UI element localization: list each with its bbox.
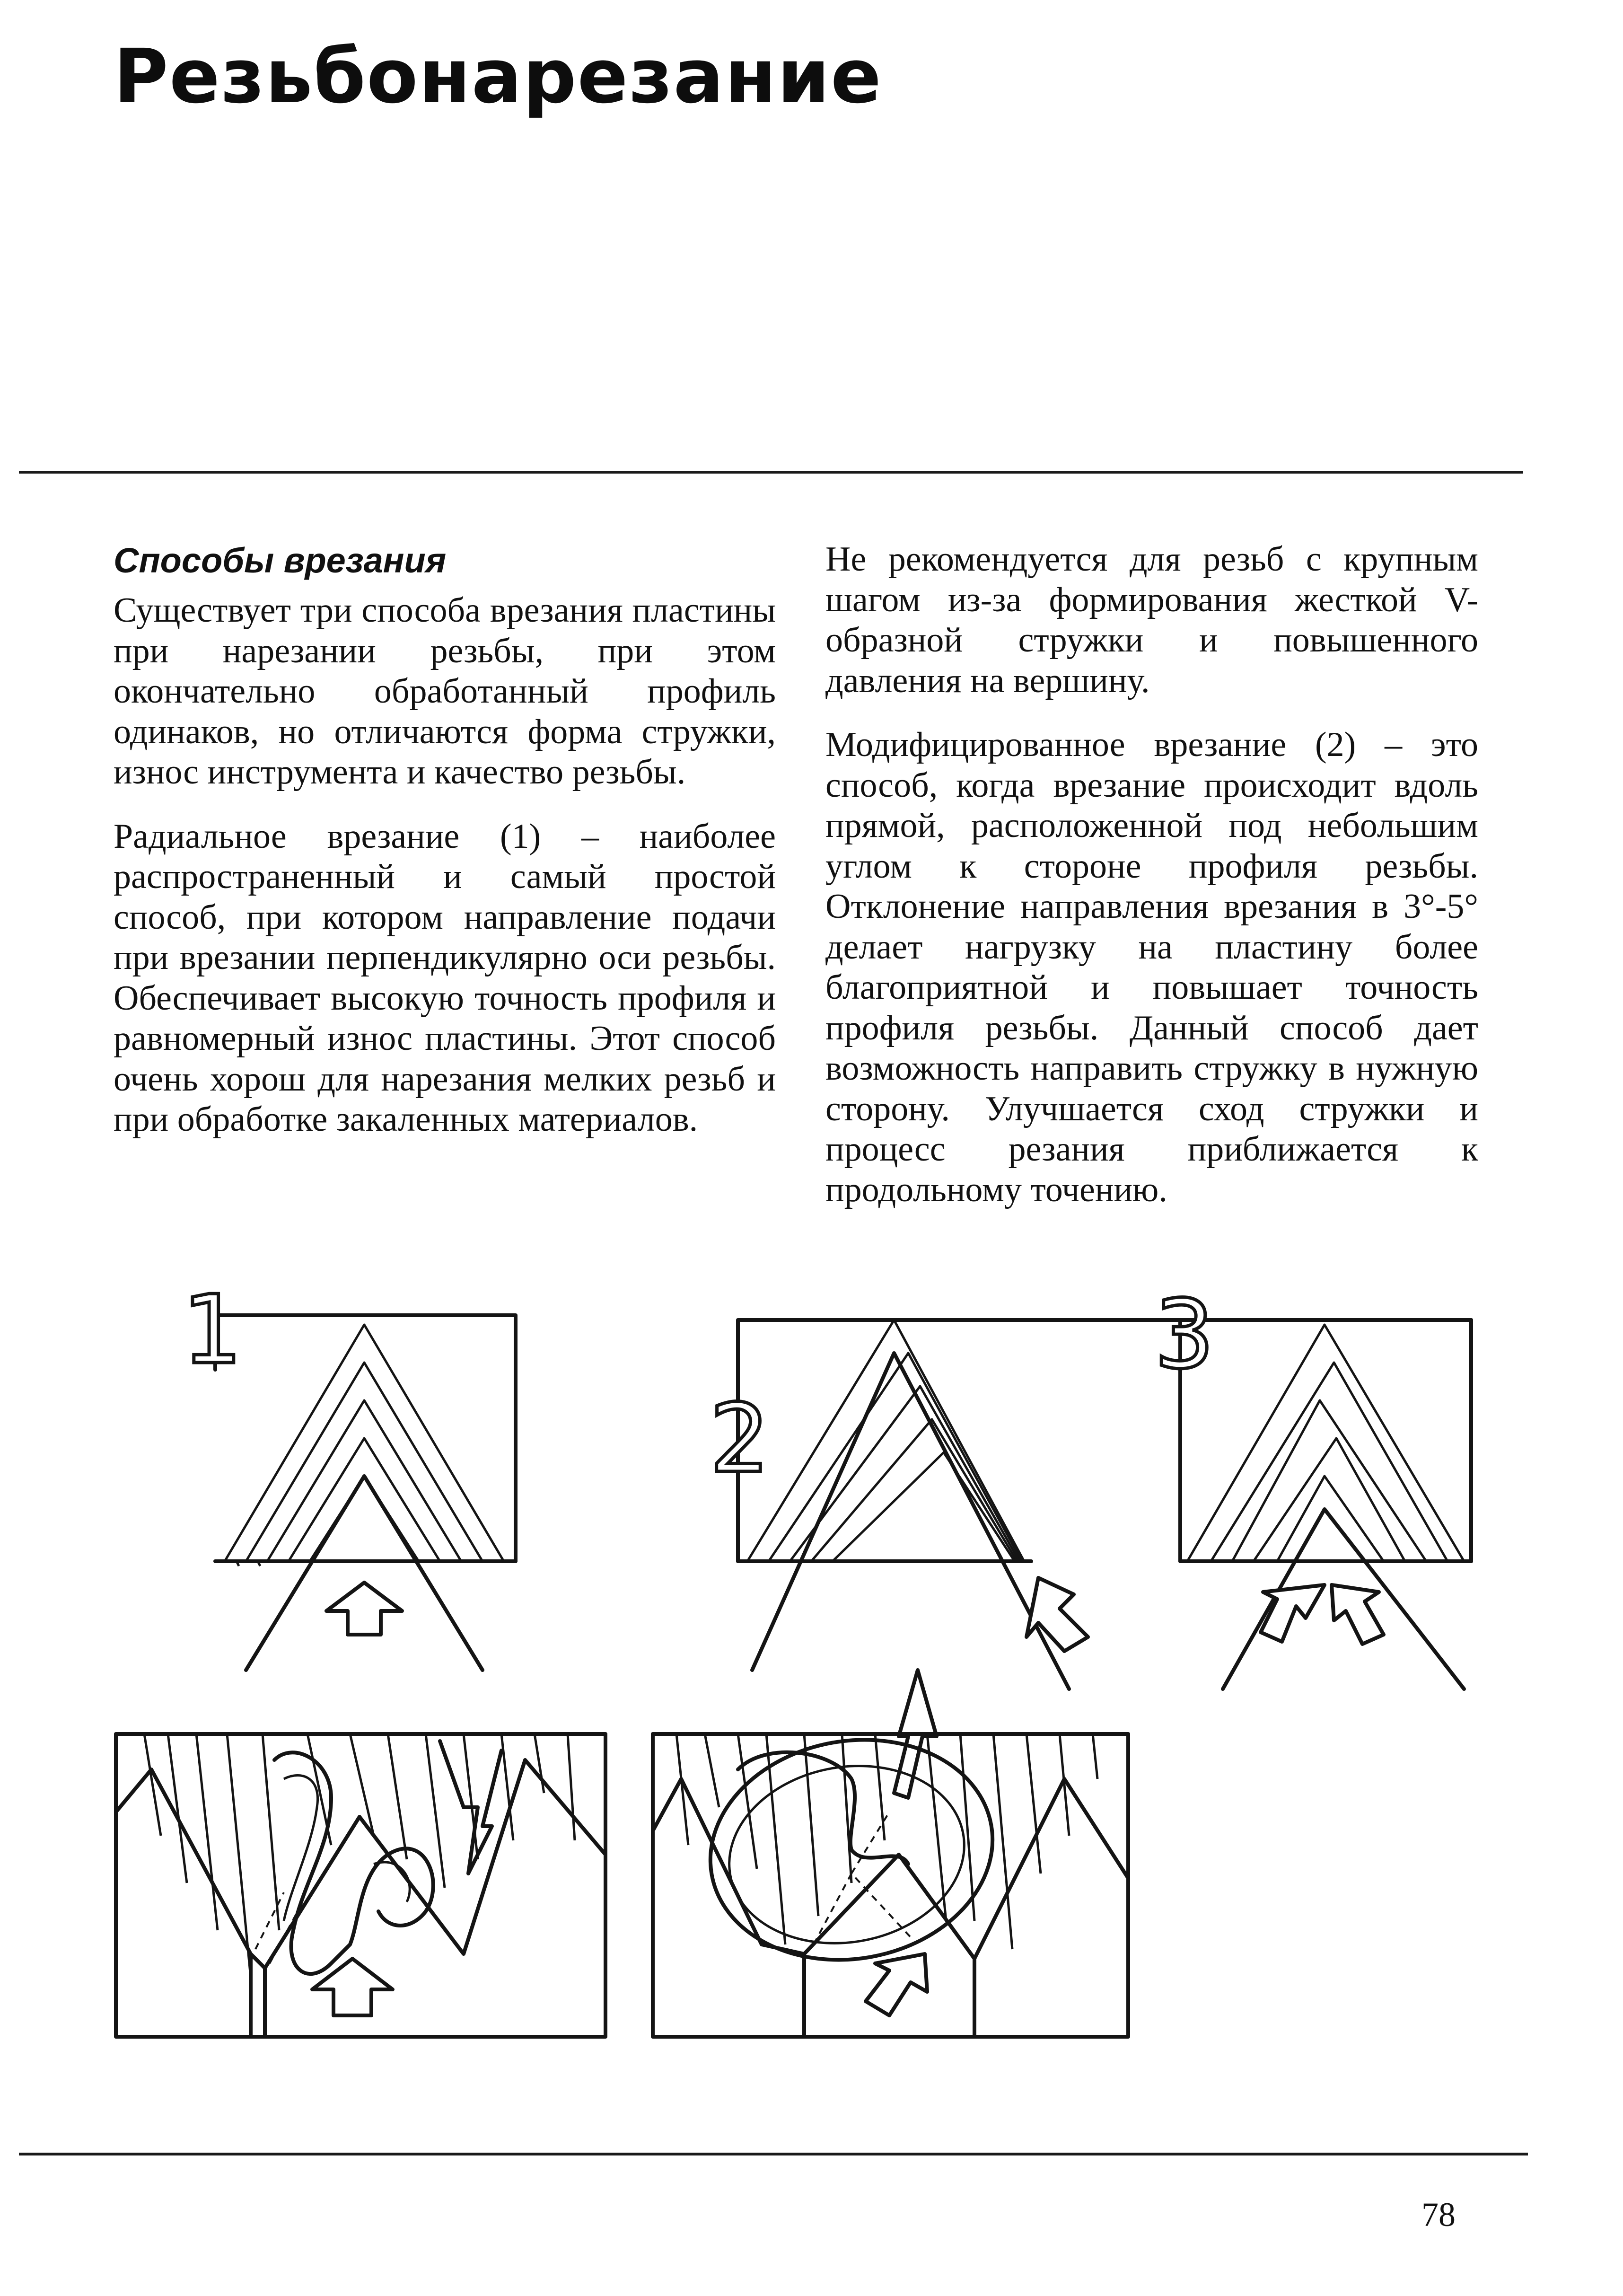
figure-label-3: 3 xyxy=(1154,1280,1215,1390)
paragraph-modified: Модифицированное врезание (2) – это способ, когда врезание происходит вдоль прямой, расположенной под небольшим углом к стороне профиля резьбы. Отклонение направления врезания в 3°-5° делает нагрузку на пластину более благоприятной и повышает точность профиля резьбы. Данный способ дает возможность направить стружку в нужную сторону. Улучшается сход стружки и процесс резания приближается к продольному точению. xyxy=(825,725,1478,1209)
bottom-divider xyxy=(19,2153,1528,2155)
page-number: 78 xyxy=(1421,2196,1456,2234)
paragraph-intro: Существует три способа врезания пластины при нарезании резьбы, при этом окончательно обработанный профиль одинаков, но отличаются форма стружки, износ инструмента и качество резьбы. xyxy=(114,591,776,792)
figure-label-2: 2 xyxy=(710,1384,770,1494)
paragraph-radial-cont: Не рекомендуется для резьб с крупным шагом из-за формирования жесткой V-образной стружки и повышенного давления на вершину. xyxy=(825,540,1478,700)
diagram-chip-formation-modified xyxy=(653,1670,1128,2037)
paragraph-radial: Радиальное врезание (1) – наиболее распространенный и самый простой способ, при котором направление подачи при врезании перпендикулярно оси резьбы. Обеспечивает высокую точность профиля и равномерный износ пластины. Этот способ очень хорош для нарезания мелких резьб и при обработке закаленных материалов. xyxy=(114,817,776,1139)
diagram-chip-formation-radial xyxy=(116,1734,605,2037)
page-title: Резьбонарезание xyxy=(114,33,883,120)
figure-label-1: 1 xyxy=(182,1275,243,1385)
alternating-right-arrow-icon xyxy=(1332,1585,1384,1644)
diagram-alternating-infeed xyxy=(1154,1280,1471,1689)
diagram-radial-infeed xyxy=(182,1275,516,1670)
chip-flow-arrow-icon xyxy=(440,1741,501,1874)
flank-infeed-arrow-icon xyxy=(1026,1578,1088,1651)
alternating-left-arrow-icon xyxy=(1261,1585,1325,1642)
infeed-arrow-icon xyxy=(326,1583,402,1635)
flank-chip-arrow-icon xyxy=(866,1954,927,2015)
section-subtitle: Способы врезания xyxy=(114,541,447,580)
